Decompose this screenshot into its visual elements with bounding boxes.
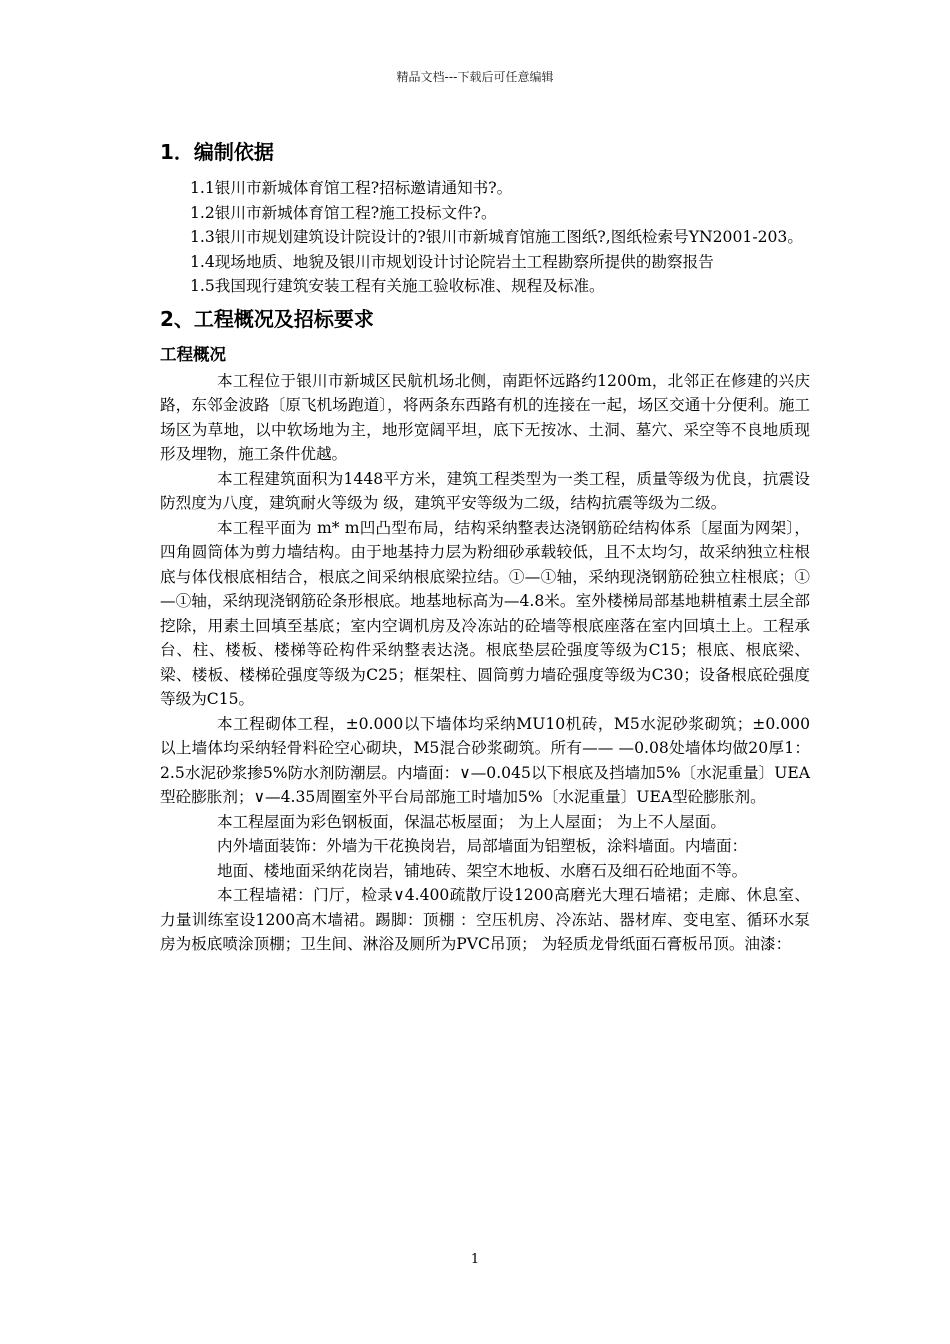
paragraph-area: 本工程建筑面积为1448平方米，建筑工程类型为一类工程，质量等级为优良，抗震设防烈度为八度，建筑耐火等级为 级，建筑平安等级为二级，结构抗震等级为二级。 — [160, 469, 810, 512]
page-header: 精品文档---下载后可任意编辑 — [396, 70, 554, 84]
basis-item: 1.3银川市规划建筑设计院设计的?银川市新城育馆施工图纸?,图纸检索号YN2001-203。 — [190, 228, 803, 246]
basis-item: 1.2银川市新城体育馆工程?施工投标文件?。 — [190, 203, 497, 222]
paragraph-roof: 本工程屋面为彩色钢板面，保温芯板屋面； 为上人屋面； 为上不人屋面。 — [217, 812, 726, 831]
subsection-heading: 工程概况 — [160, 344, 226, 364]
section-heading-overview: 2、工程概况及招标要求 — [160, 306, 374, 331]
basis-item: 1.4现场地质、地貌及银川市规划设计讨论院岩土工程勘察所提供的勘察报告 — [190, 252, 714, 271]
paragraph-dado: 本工程墙裙：门厅，检录∨4.400疏散厅设1200高磨光大理石墙裙；走廊、休息室、力量训练室设1200高木墙裙。踢脚：顶棚 ：空压机房、冷冻站、器材库、变电室、循环水泵房为板底喷涂顶棚；卫生间、淋浴及厕所为PVC吊顶； 为轻质龙骨纸面石膏板吊顶。油漆： — [160, 886, 810, 953]
section-heading-basis: 1．编制依据 — [160, 140, 274, 164]
paragraph-structure: 本工程平面为 m* m凹凸型布局，结构采纳整表达浇钢筋砼结构体系〔屋面为网架〕，四角圆筒体为剪力墙结构。由于地基持力层为粉细砂承载较低，且不太均匀，故采纳独立柱根底与体伐根底相结合，根底之间采纳根底梁拉结。①—①轴，采纳现浇钢筋砼独立柱根底；①—①轴，采纳现浇钢筋砼条形根底。地基地标高为—4.8米。室外楼梯局部基地耕植素土层全部挖除，用素土回填至基底；室内空调机房及冷冻站的砼墙等根底座落在室内回填土上。工程承台、柱、楼板、楼梯等砼构件采纳整表达浇。根底垫层砼强度等级为C15；根底、根底梁、梁、楼板、楼梯砼强度等级为C25；框架柱、圆筒剪力墙砼强度等级为C30；设备根底砼强度等级为C15。 — [160, 518, 810, 708]
paragraph-wall-finish: 内外墙面装饰：外墙为干花换岗岩，局部墙面为铝塑板，涂料墙面。内墙面： — [217, 837, 748, 855]
paragraph-floor: 地面、楼地面采纳花岗岩，铺地砖、架空木地板、水磨石及细石砼地面不等。 — [217, 861, 748, 880]
paragraph-location: 本工程位于银川市新城区民航机场北侧，南距怀远路约1200m，北邻正在修建的兴庆路，东邻金波路〔原飞机场跑道〕，将两条东西路有机的连接在一起，场区交通十分便利。施工场区为草地，以中软场地为主，地形宽阔平坦，底下无按冰、土洞、墓穴、采空等不良地质现形及埋物，施工条件优越。 — [160, 371, 810, 463]
basis-item: 1.1银川市新城体育馆工程?招标邀请通知书?。 — [190, 179, 513, 197]
basis-item: 1.5我国现行建筑安装工程有关施工验收标准、规程及标准。 — [190, 277, 605, 295]
paragraph-masonry: 本工程砌体工程，±0.000以下墙体均采纳MU10机砖，M5水泥砂浆砌筑；±0.000以上墙体均采纳轻骨料砼空心砌块，M5混合砂浆砌筑。所有—— —0.08处墙体均做20厚1：2.5水泥砂浆掺5%防水剂防潮层。内墙面：∨—0.045以下根底及挡墙加5%〔水泥重量〕UEA型砼膨胀剂；∨—4.35周圈室外平台局部施工时墙加5%〔水泥重量〕UEA型砼膨胀剂。 — [160, 714, 810, 806]
document-body — [160, 138, 810, 957]
page-number: 1 — [470, 1252, 480, 1267]
